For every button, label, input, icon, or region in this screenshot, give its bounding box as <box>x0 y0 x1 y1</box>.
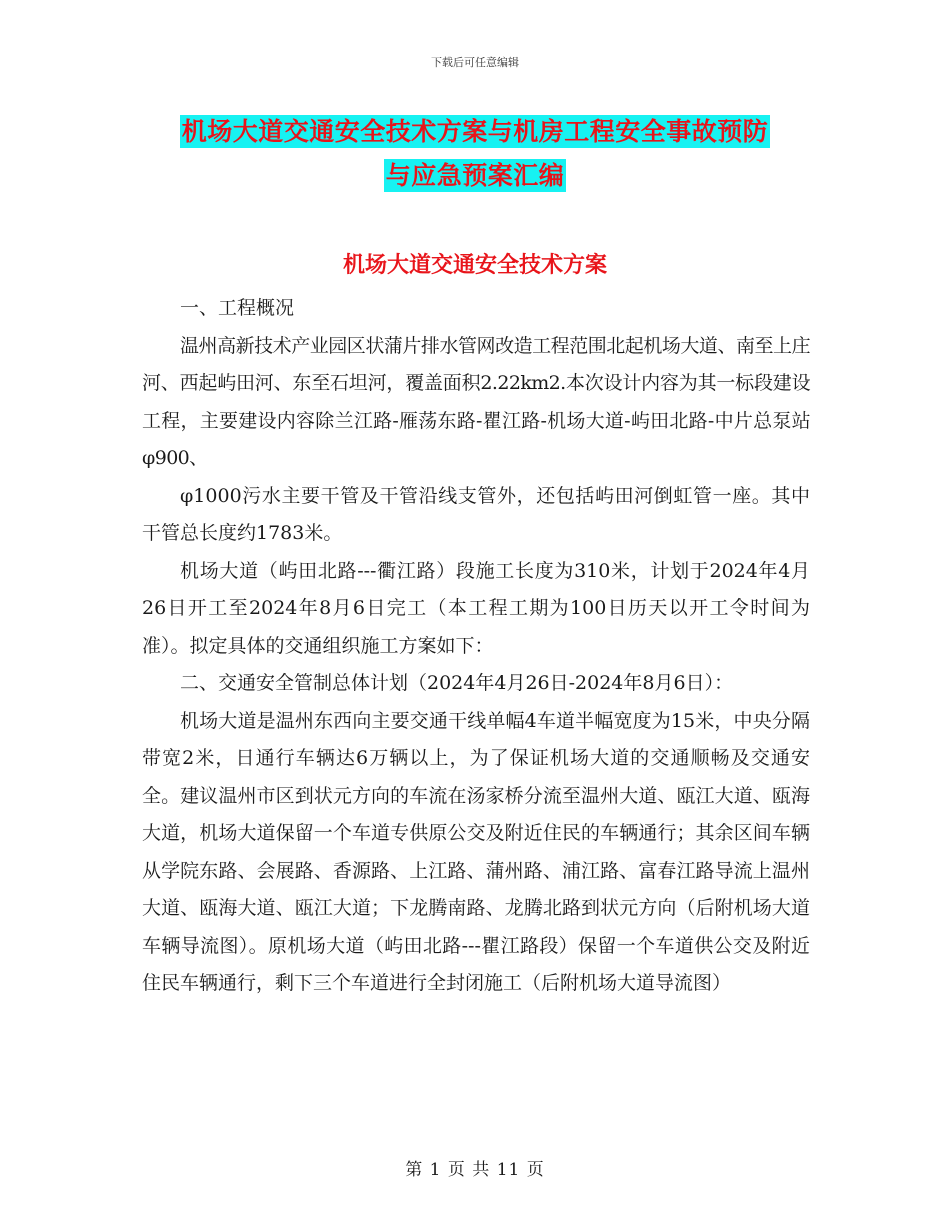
paragraph-schedule: 机场大道（屿田北路---衢江路）段施工长度为310米，计划于2024年4月26日开工至2024年8月6日完工（本工程工期为100日历天以开工令时间为准）。拟定具体的交通组织施工方案如下： <box>142 559 810 657</box>
page-number: 第 1 页 共 11 页 <box>405 1160 545 1180</box>
document-title <box>0 110 950 198</box>
document-title-line1: 机场大道交通安全技术方案与机房工程安全事故预防 <box>181 117 769 146</box>
document-body <box>142 290 810 1003</box>
header-note: 下载后可任意编辑 <box>431 56 519 69</box>
paragraph-project-scope: 温州高新技术产业园区状蒲片排水管网改造工程范围北起机场大道、南至上庄河、西起屿田河、东至石坦河，覆盖面积2.22km2.本次设计内容为其一标段建设工程，主要建设内容除兰江路-雁荡东路-瞿江路-机场大道-屿田北路-中片总泵站φ900、 <box>142 334 810 469</box>
heading-project-overview: 一、工程概况 <box>180 297 295 319</box>
paragraph-traffic-diversion: 机场大道是温州东西向主要交通干线单幅4车道半幅宽度为15米，中央分隔带宽2米，日通行车辆达6万辆以上，为了保证机场大道的交通顺畅及交通安全。建议温州市区到状元方向的车流在汤家桥分流至温州大道、瓯江大道、瓯海大道，机场大道保留一个车道专供原公交及附近住民的车辆通行；其余区间车辆从学院东路、会展路、香源路、上江路、蒲州路、浦江路、富春江路导流上温州大道、瓯海大道、瓯江大道；下龙腾南路、龙腾北路到状元方向（后附机场大道车辆导流图）。原机场大道（屿田北路---瞿江路段）保留一个车道供公交及附近住民车辆通行，剩下三个车道进行全封闭施工（后附机场大道导流图） <box>142 709 810 994</box>
section-title: 机场大道交通安全技术方案 <box>342 252 607 278</box>
heading-traffic-plan: 二、交通安全管制总体计划（2024年4月26日-2024年8月6日）： <box>180 672 734 694</box>
paragraph-pipe-length: φ1000污水主要干管及干管沿线支管外，还包括屿田河倒虹管一座。其中干管总长度约1783米。 <box>142 484 810 544</box>
document-title-line2: 与应急预案汇编 <box>385 161 565 190</box>
